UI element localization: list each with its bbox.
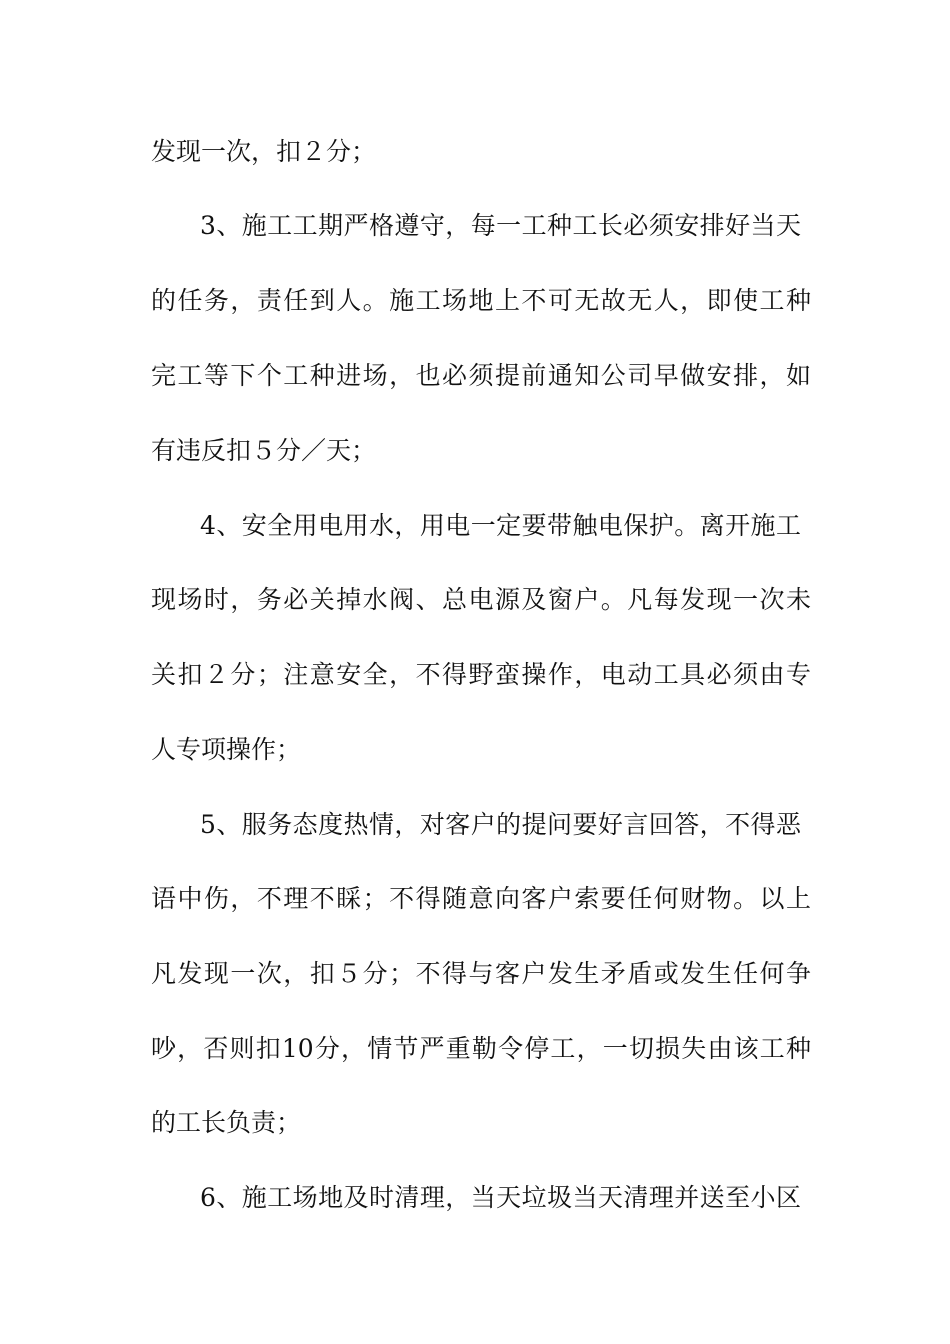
text-line: 凡发现一次，扣５分；不得与客户发生矛盾或发生任何争: [151, 959, 811, 988]
paragraph-6-first-line: 6、施工场地及时清理，当天垃圾当天清理并送至小区: [200, 1183, 801, 1212]
paragraph-4-first-line: 4、安全用电用水，用电一定要带触电保护。离开施工: [200, 511, 801, 540]
text-line: 现场时，务必关掉水阀、总电源及窗户。凡每发现一次未: [151, 585, 811, 614]
text-line: 吵，否则扣10分，情节严重勒令停工，一切损失由该工种: [151, 1034, 811, 1063]
text-line: 人专项操作；: [151, 735, 302, 764]
paragraph-5-first-line: 5、服务态度热情，对客户的提问要好言回答，不得恶: [200, 810, 801, 839]
paragraph-3-first-line: 3、施工工期严格遵守，每一工种工长必须安排好当天: [200, 211, 801, 240]
text-line: 有违反扣５分／天；: [151, 436, 377, 465]
text-line: 语中伤，不理不睬；不得随意向客户索要任何财物。以上: [151, 884, 811, 913]
text-line: 发现一次，扣２分；: [151, 137, 377, 166]
text-line: 的任务，责任到人。施工场地上不可无故无人，即使工种: [151, 286, 811, 315]
text-line: 关扣２分；注意安全，不得野蛮操作，电动工具必须由专: [151, 660, 811, 689]
text-line: 的工长负责；: [151, 1108, 302, 1137]
text-line: 完工等下个工种进场，也必须提前通知公司早做安排，如: [151, 361, 811, 390]
